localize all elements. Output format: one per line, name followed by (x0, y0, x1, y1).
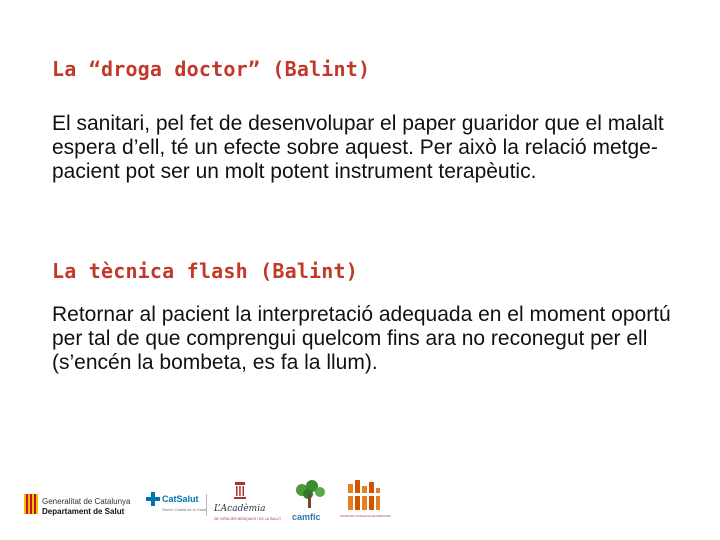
footer-logos (0, 478, 720, 528)
catsalut-cross-icon (146, 492, 160, 506)
academia-emblem-icon (232, 482, 248, 502)
catsalut-logo (146, 490, 206, 526)
camfic-logo (288, 480, 332, 526)
senyera-icon (24, 494, 38, 514)
tree-icon (292, 480, 328, 510)
gencat-line1: Generalitat de Catalunya (42, 497, 131, 506)
logo-divider (206, 494, 207, 516)
section-title-tecnica-flash: La tècnica flash (Balint) (52, 259, 359, 283)
academia-sub: DE CIÈNCIES MÈDIQUES I DE LA SALUT (214, 517, 282, 521)
gencat-logo (24, 494, 132, 520)
society-logo (340, 480, 390, 526)
academia-name: L’Acadèmia (214, 504, 266, 514)
camfic-name: camfic (292, 512, 321, 522)
section-title-droga-doctor: La “droga doctor” (Balint) (52, 57, 371, 81)
society-sub: SOCIETAT CATALANA DE MEDICINA (340, 514, 392, 518)
academia-logo (212, 482, 282, 526)
section-body-tecnica-flash: Retornar al pacient la interpretació adequada en el moment oportú per tal de que comprengui quelcom fins ara no reconegut per ell (s’encén la bombeta, es fa la llum). (52, 303, 671, 374)
society-emblem-icon (346, 480, 382, 512)
catsalut-sub: Servei Català de la Salut (162, 507, 207, 512)
gencat-line2: Departament de Salut (42, 507, 125, 516)
section-body-droga-doctor: El sanitari, pel fet de desenvolupar el paper guaridor que el malalt espera d’ell, té un efecte sobre aquest. Per això la relació metge-pacient pot ser un molt potent instrument terapèutic. (52, 112, 664, 183)
catsalut-name: CatSalut (162, 494, 199, 504)
